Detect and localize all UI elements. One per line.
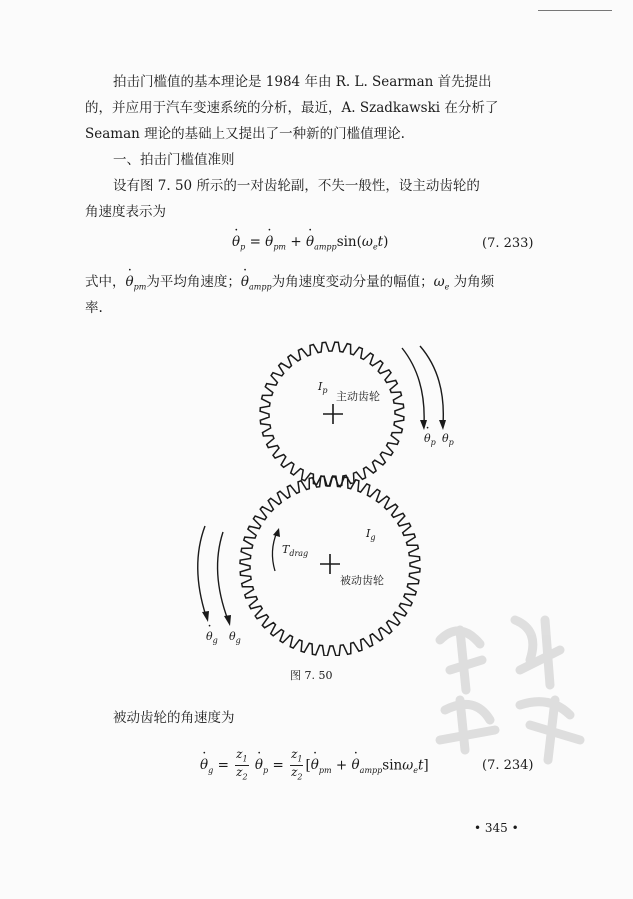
theta-dot-symbol: · θ — [126, 270, 134, 294]
figure-caption: 图 7. 50 — [290, 669, 333, 682]
subscript: ampp — [359, 766, 383, 776]
subscript: p — [448, 438, 454, 448]
equation-7-233 — [232, 234, 388, 252]
text-span: 式中， — [85, 274, 126, 290]
subscript: 2 — [297, 772, 303, 782]
equals-sign: = — [249, 234, 261, 250]
equals-sign: = — [272, 757, 284, 774]
equation-number: (7. 233) — [482, 236, 534, 251]
label-symbol: I — [318, 380, 323, 393]
paragraph-line: 设有图 7. 50 所示的一对齿轮副，不失一般性，设主动齿轮的 — [113, 178, 480, 194]
theta-g-label — [229, 630, 241, 645]
header-rule — [538, 10, 612, 11]
subscript: e — [413, 766, 418, 776]
subscript: e — [444, 282, 450, 292]
subscript: e — [372, 242, 378, 252]
subscript: p — [263, 766, 269, 776]
drag-torque-arrow — [272, 532, 277, 571]
drag-torque-label — [282, 543, 308, 558]
z2-symbol: z — [236, 765, 243, 780]
plus-sign: + — [335, 757, 348, 774]
arrow-head — [273, 528, 280, 537]
subscript: 1 — [242, 754, 248, 764]
sin-function: sin — [382, 757, 403, 774]
page-number: • 345 • — [474, 821, 519, 835]
theta-g-dot-label — [206, 630, 218, 645]
driven-rotation-arrows — [198, 526, 228, 620]
theta-dot-symbol: · θ — [200, 757, 208, 773]
rotation-arrow — [402, 348, 424, 424]
label-symbol: I — [366, 527, 371, 540]
subscript: pm — [273, 242, 287, 252]
subscript: drag — [289, 549, 309, 559]
subscript: g — [208, 766, 214, 776]
equation-7-234 — [200, 748, 429, 784]
paragraph-line: Seaman 理论的基础上又提出了一种新的门槛值理论. — [85, 126, 405, 142]
text-span: 为平均角速度； — [146, 274, 241, 290]
z2-symbol: z — [291, 765, 298, 780]
subscript: 2 — [242, 772, 248, 782]
theta-symbol: θ — [442, 432, 449, 445]
subscript: g — [370, 533, 376, 543]
theta-dot-symbol: · θ — [265, 234, 273, 250]
driving-rotation-arrows — [402, 346, 443, 424]
section-heading: 一、拍击门槛值准则 — [113, 152, 235, 168]
paragraph-line: 的，并应用于汽车变速系统的分析，最近，A. Szadkawski 在分析了 — [85, 100, 499, 116]
subscript: 1 — [297, 754, 303, 764]
subscript: pm — [318, 766, 332, 776]
subscript: g — [235, 636, 241, 646]
paragraph-line: 角速度表示为 — [85, 204, 166, 220]
subscript: p — [430, 438, 436, 448]
paren-close: ) — [383, 234, 389, 250]
theta-dot-symbol: · θ — [232, 234, 240, 250]
theta-dot-symbol: · θ — [255, 757, 263, 773]
theta-dot-symbol: · θ — [424, 432, 431, 445]
gear-ratio-fraction — [235, 748, 248, 784]
theta-dot-symbol: · θ — [306, 234, 314, 250]
equals-sign: = — [217, 757, 229, 774]
bracket-open: [ — [305, 757, 311, 774]
driven-gear-label: 被动齿轮 — [340, 574, 384, 587]
inertia-driving-label — [318, 380, 327, 395]
text-span: 为角速度变动分量的幅值； — [271, 274, 434, 290]
subscript: ampp — [249, 282, 272, 292]
driving-gear-label: 主动齿轮 — [336, 390, 380, 403]
time-variable: t — [377, 234, 384, 250]
omega-symbol: ω — [402, 757, 414, 774]
gear-pair-diagram — [180, 336, 450, 656]
subscript: p — [322, 386, 328, 396]
z1-symbol: z — [236, 747, 243, 761]
bracket-close: ] — [423, 757, 429, 774]
theta-dot-symbol: · θ — [311, 757, 319, 773]
paren-open: ( — [356, 234, 362, 250]
time-variable: t — [417, 757, 424, 774]
arrow-heads — [202, 611, 231, 626]
gear-ratio-fraction — [290, 748, 303, 784]
theta-symbol: θ — [229, 630, 236, 643]
equation-number: (7. 234) — [482, 758, 534, 773]
theta-dot-symbol: · θ — [206, 630, 213, 643]
paragraph-line: 拍击门槛值的基本理论是 1984 年由 R. L. Searman 首先提出 — [113, 74, 492, 90]
subscript: p — [240, 242, 246, 252]
sin-function: sin — [336, 234, 357, 250]
theta-p-dot-label — [424, 432, 436, 447]
subscript: ampp — [314, 242, 337, 252]
library-stamp-watermark — [417, 600, 595, 775]
subscript: pm — [133, 282, 147, 292]
theta-dot-symbol: · θ — [241, 270, 249, 294]
inertia-driven-label — [366, 527, 375, 542]
label-symbol: T — [282, 543, 290, 556]
omega-symbol: ω — [361, 234, 373, 250]
text-span: 为角频 — [449, 274, 495, 290]
paragraph-line: 率. — [85, 300, 103, 316]
driving-gear-center-cross — [323, 404, 343, 424]
plus-sign: + — [290, 234, 302, 250]
rotation-arrow — [218, 532, 228, 620]
driven-gear-center-cross — [320, 554, 340, 574]
theta-p-label — [442, 432, 454, 447]
paragraph-line — [85, 270, 494, 300]
paragraph-line: 被动齿轮的角速度为 — [113, 710, 235, 726]
z1-symbol: z — [291, 747, 298, 761]
rotation-arrow — [198, 526, 206, 616]
arrow-heads — [420, 420, 446, 430]
subscript: g — [212, 636, 218, 646]
gear-pair-figure — [180, 336, 454, 656]
theta-dot-symbol: · θ — [352, 757, 360, 773]
omega-symbol: ω — [433, 274, 445, 290]
